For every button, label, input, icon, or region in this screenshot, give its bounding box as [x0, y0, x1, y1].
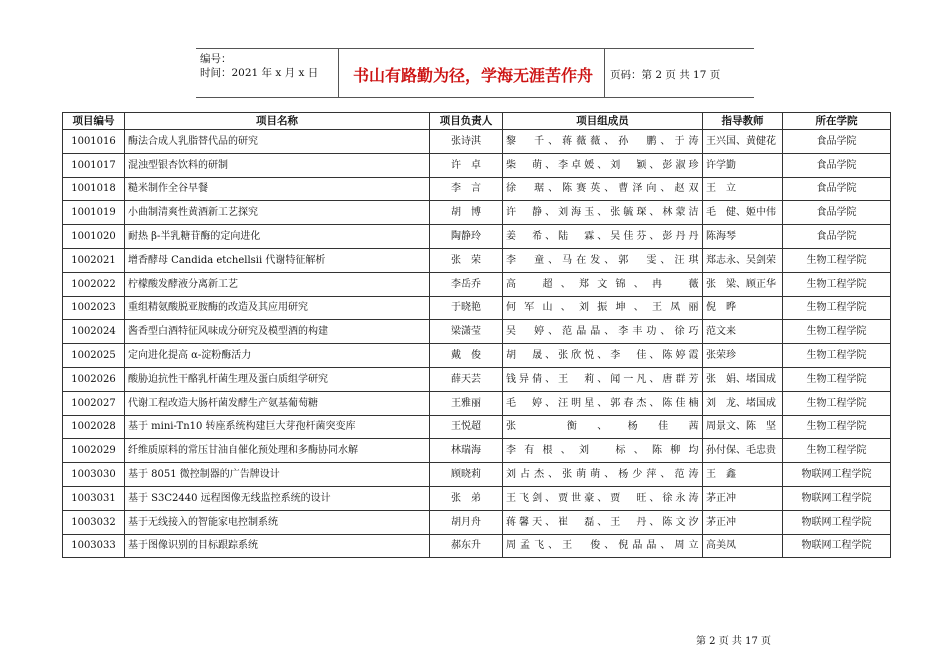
- project-leader-cell: 郝东升: [430, 534, 503, 558]
- project-name-cell: 基于 S3C2440 远程图像无线监控系统的设计: [125, 486, 430, 510]
- college-cell: 食品学院: [783, 177, 891, 201]
- advisor-cell: 张荣珍: [703, 344, 783, 368]
- table-row: [63, 344, 891, 368]
- table-row: [63, 510, 891, 534]
- project-id-cell: 1002029: [63, 439, 125, 463]
- college-cell: 物联网工程学院: [783, 510, 891, 534]
- project-members-cell: 徐 琚、陈赛英、曹泽向、赵双: [503, 177, 703, 201]
- table-row: [63, 225, 891, 249]
- header-divider: [604, 49, 605, 97]
- college-cell: 食品学院: [783, 153, 891, 177]
- project-members-cell: 黎 千、蒋薇薇、孙 鹏、于涛: [503, 130, 703, 154]
- advisor-cell: 刘 龙、堵国成: [703, 391, 783, 415]
- project-leader-cell: 王雅丽: [430, 391, 503, 415]
- project-leader-cell: 张 荣: [430, 248, 503, 272]
- project-table: [62, 112, 891, 558]
- project-name-cell: 混浊型银杏饮料的研制: [125, 153, 430, 177]
- college-cell: 生物工程学院: [783, 248, 891, 272]
- table-row: [63, 391, 891, 415]
- project-members-cell: 高 超、郑文锦、冉 薇: [503, 272, 703, 296]
- project-leader-cell: 顾晓莉: [430, 463, 503, 487]
- project-name-cell: 重组精氨酸脱亚胺酶的改造及其应用研究: [125, 296, 430, 320]
- project-leader-cell: 李 言: [430, 177, 503, 201]
- header-motto: 书山有路勤为径，学海无涯苦作舟: [352, 66, 593, 85]
- advisor-cell: 张 娟、堵国成: [703, 367, 783, 391]
- table-row: [63, 439, 891, 463]
- table-row: [63, 201, 891, 225]
- college-cell: 物联网工程学院: [783, 486, 891, 510]
- column-header: 项目名称: [125, 113, 430, 130]
- table-row: [63, 153, 891, 177]
- college-cell: 食品学院: [783, 130, 891, 154]
- number-label: 编号：: [200, 53, 232, 65]
- project-leader-cell: 于晓艳: [430, 296, 503, 320]
- project-leader-cell: 许 卓: [430, 153, 503, 177]
- project-id-cell: 1002026: [63, 367, 125, 391]
- advisor-cell: 许学勤: [703, 153, 783, 177]
- project-members-cell: 蒋馨天、崔 磊、王 丹、陈文汐: [503, 510, 703, 534]
- project-name-cell: 定向进化提高 α-淀粉酶活力: [125, 344, 430, 368]
- column-header: 项目负责人: [430, 113, 503, 130]
- project-name-cell: 代谢工程改造大肠杆菌发酵生产氨基葡萄糖: [125, 391, 430, 415]
- project-id-cell: 1002027: [63, 391, 125, 415]
- project-members-cell: 周孟飞、王 俊、倪晶晶、周立: [503, 534, 703, 558]
- advisor-cell: 王兴国、黄健花: [703, 130, 783, 154]
- table-row: [63, 463, 891, 487]
- project-name-cell: 柠檬酸发酵液分离新工艺: [125, 272, 430, 296]
- advisor-cell: 郑志永、吴剑荣: [703, 248, 783, 272]
- column-header: 项目组成员: [503, 113, 703, 130]
- project-name-cell: 基于图像识别的目标跟踪系统: [125, 534, 430, 558]
- time-label: 时间：2021 年 x 月 x 日: [200, 67, 319, 79]
- project-leader-cell: 薛天芸: [430, 367, 503, 391]
- project-members-cell: 何军山、刘振坤、王凤丽: [503, 296, 703, 320]
- project-name-cell: 小曲制清爽性黄酒新工艺探究: [125, 201, 430, 225]
- project-members-cell: 李 童、马在发、郭 雯、汪琪: [503, 248, 703, 272]
- project-id-cell: 1003030: [63, 463, 125, 487]
- project-id-cell: 1002022: [63, 272, 125, 296]
- project-leader-cell: 陶静玲: [430, 225, 503, 249]
- project-members-cell: 刘占杰、张萌萌、杨少萍、范涛: [503, 463, 703, 487]
- project-id-cell: 1002025: [63, 344, 125, 368]
- project-id-cell: 1003031: [63, 486, 125, 510]
- project-name-cell: 糙米制作全谷早餐: [125, 177, 430, 201]
- advisor-cell: 高美凤: [703, 534, 783, 558]
- college-cell: 物联网工程学院: [783, 534, 891, 558]
- table-row: [63, 296, 891, 320]
- college-cell: 生物工程学院: [783, 272, 891, 296]
- college-cell: 生物工程学院: [783, 415, 891, 439]
- table-row: [63, 320, 891, 344]
- project-id-cell: 1003033: [63, 534, 125, 558]
- table-row: [63, 486, 891, 510]
- project-leader-cell: 王悦超: [430, 415, 503, 439]
- project-name-cell: 酱香型白酒特征风味成分研究及模型酒的构建: [125, 320, 430, 344]
- project-leader-cell: 梁潇莹: [430, 320, 503, 344]
- advisor-cell: 孙付保、毛忠贵: [703, 439, 783, 463]
- column-header: 指导教师: [703, 113, 783, 130]
- advisor-cell: 张 梁、顾正华: [703, 272, 783, 296]
- project-name-cell: 耐热 β-半乳糖苷酶的定向进化: [125, 225, 430, 249]
- project-id-cell: 1002028: [63, 415, 125, 439]
- page-number-label: 页码：第 2 页 共 17 页: [610, 69, 721, 81]
- page-header: [196, 48, 754, 98]
- table-row: [63, 367, 891, 391]
- advisor-cell: 茅正冲: [703, 510, 783, 534]
- table-row: [63, 534, 891, 558]
- page-footer: 第 2 页 共 17 页: [696, 636, 771, 647]
- project-name-cell: 基于无线接入的智能家电控制系统: [125, 510, 430, 534]
- table-row: [63, 248, 891, 272]
- project-name-cell: 酸胁迫抗性干酪乳杆菌生理及蛋白质组学研究: [125, 367, 430, 391]
- advisor-cell: 王 鑫: [703, 463, 783, 487]
- college-cell: 生物工程学院: [783, 320, 891, 344]
- column-header: 项目编号: [63, 113, 125, 130]
- project-leader-cell: 胡月舟: [430, 510, 503, 534]
- project-id-cell: 1002021: [63, 248, 125, 272]
- advisor-cell: 倪 晔: [703, 296, 783, 320]
- project-leader-cell: 林瑞海: [430, 439, 503, 463]
- project-leader-cell: 张诗淇: [430, 130, 503, 154]
- project-id-cell: 1001017: [63, 153, 125, 177]
- project-id-cell: 1002023: [63, 296, 125, 320]
- project-name-cell: 增香酵母 Candida etchellsii 代谢特征解析: [125, 248, 430, 272]
- project-members-cell: 许 静、刘海玉、张毓琛、林蒙洁: [503, 201, 703, 225]
- project-members-cell: 姜 希、陆 霖、吴佳芬、彭丹丹: [503, 225, 703, 249]
- advisor-cell: 范文来: [703, 320, 783, 344]
- project-name-cell: 酶法合成人乳脂替代品的研究: [125, 130, 430, 154]
- project-leader-cell: 张 弟: [430, 486, 503, 510]
- advisor-cell: 周景文、陈 坚: [703, 415, 783, 439]
- advisor-cell: 毛 健、姬中伟: [703, 201, 783, 225]
- college-cell: 物联网工程学院: [783, 463, 891, 487]
- project-id-cell: 1001016: [63, 130, 125, 154]
- project-id-cell: 1003032: [63, 510, 125, 534]
- college-cell: 生物工程学院: [783, 344, 891, 368]
- table-header-row: [63, 113, 891, 130]
- college-cell: 食品学院: [783, 201, 891, 225]
- college-cell: 生物工程学院: [783, 439, 891, 463]
- project-members-cell: 柴 萌、李卓媛、刘 颖、彭淑珍: [503, 153, 703, 177]
- project-members-cell: 王飞剑、贾世豪、贾 旺、徐永涛: [503, 486, 703, 510]
- project-id-cell: 1001019: [63, 201, 125, 225]
- project-members-cell: 李有根、刘 标、陈柳均: [503, 439, 703, 463]
- college-cell: 食品学院: [783, 225, 891, 249]
- project-members-cell: 钱异倩、王 莉、闻一凡、唐群芳: [503, 367, 703, 391]
- college-cell: 生物工程学院: [783, 296, 891, 320]
- header-left: [200, 52, 318, 80]
- project-name-cell: 基于 mini-Tn10 转座系统构建巨大芽孢杆菌突变库: [125, 415, 430, 439]
- project-leader-cell: 戴 俊: [430, 344, 503, 368]
- table-row: [63, 415, 891, 439]
- project-id-cell: 1001018: [63, 177, 125, 201]
- project-members-cell: 毛 婷、汪明星、郭春杰、陈佳楠: [503, 391, 703, 415]
- project-members-cell: 张 衡、杨佳茜: [503, 415, 703, 439]
- advisor-cell: 茅正冲: [703, 486, 783, 510]
- project-members-cell: 吴 婷、范晶晶、李丰功、徐巧: [503, 320, 703, 344]
- table-row: [63, 130, 891, 154]
- project-name-cell: 基于 8051 微控制器的广告牌设计: [125, 463, 430, 487]
- column-header: 所在学院: [783, 113, 891, 130]
- advisor-cell: 陈海琴: [703, 225, 783, 249]
- project-leader-cell: 李岳乔: [430, 272, 503, 296]
- project-id-cell: 1001020: [63, 225, 125, 249]
- project-leader-cell: 胡 博: [430, 201, 503, 225]
- project-members-cell: 胡 晟、张欣悦、李 佳、陈婷霞: [503, 344, 703, 368]
- project-name-cell: 纤维质原料的常压甘油自催化预处理和多酶协同水解: [125, 439, 430, 463]
- college-cell: 生物工程学院: [783, 391, 891, 415]
- table-row: [63, 177, 891, 201]
- project-id-cell: 1002024: [63, 320, 125, 344]
- college-cell: 生物工程学院: [783, 367, 891, 391]
- header-divider: [338, 49, 339, 97]
- advisor-cell: 王 立: [703, 177, 783, 201]
- table-row: [63, 272, 891, 296]
